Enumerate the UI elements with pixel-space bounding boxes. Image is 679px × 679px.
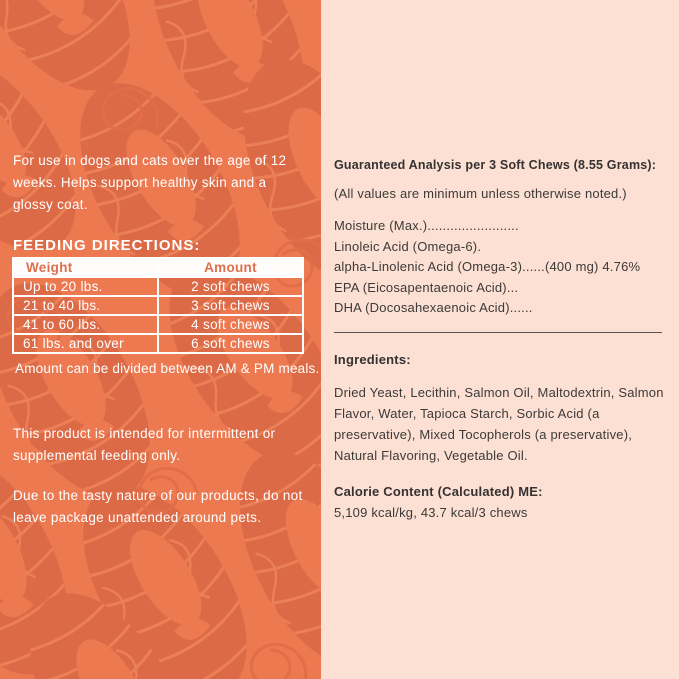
section-divider <box>334 332 662 333</box>
intro-text: For use in dogs and cats over the age of 12 weeks. Helps support healthy skin and a glossy coat. <box>13 153 287 212</box>
left-content <box>0 0 321 679</box>
ampm-note: Amount can be divided between AM & PM meals. <box>15 361 320 376</box>
table-row <box>13 315 303 334</box>
calorie-content-heading: Calorie Content (Calculated) ME: <box>334 484 543 499</box>
analysis-line-dha: DHA (Docosahexaenoic Acid)...... <box>334 300 533 315</box>
amount-cell: 2 soft chews <box>158 277 303 296</box>
amount-cell: 6 soft chews <box>158 334 303 353</box>
amount-column-header: Amount <box>158 258 303 277</box>
right-panel <box>321 0 679 679</box>
weight-cell: Up to 20 lbs. <box>13 277 158 296</box>
weight-cell: 21 to 40 lbs. <box>13 296 158 315</box>
analysis-line-alpha-linolenic: alpha-Linolenic Acid (Omega-3)......(400 mg) 4.76% <box>334 259 641 274</box>
table-header-row <box>13 258 303 277</box>
calorie-content-value: 5,109 kcal/kg, 43.7 kcal/3 chews <box>334 505 528 520</box>
table-row <box>13 296 303 315</box>
intermittent-feeding-note: This product is intended for intermittent or supplemental feeding only. <box>13 426 276 463</box>
analysis-line-moisture: Moisture (Max.)........................ <box>334 218 519 233</box>
analysis-line-linoleic: Linoleic Acid (Omega-6). <box>334 238 482 254</box>
table-row <box>13 277 303 296</box>
guaranteed-analysis-note: (All values are minimum unless otherwise noted.) <box>334 186 627 201</box>
table-row <box>13 334 303 353</box>
guaranteed-analysis-lines <box>334 216 640 319</box>
left-panel <box>0 0 321 679</box>
weight-column-header: Weight <box>13 258 158 277</box>
weight-cell: 41 to 60 lbs. <box>13 315 158 334</box>
caution-note: Due to the tasty nature of our products, do not leave package unattended around pets. <box>13 488 303 525</box>
weight-cell: 61 lbs. and over <box>13 334 158 353</box>
amount-cell: 4 soft chews <box>158 315 303 334</box>
ingredients-heading: Ingredients: <box>334 352 411 367</box>
feeding-directions-heading: FEEDING DIRECTIONS: <box>13 237 201 254</box>
amount-cell: 3 soft chews <box>158 296 303 315</box>
guaranteed-analysis-title: Guaranteed Analysis per 3 Soft Chews (8.55 Grams): <box>334 158 657 172</box>
ingredients-text: Dried Yeast, Lecithin, Salmon Oil, Maltodextrin, Salmon Flavor, Water, Tapioca Starch, Sorbic Acid (a preservative), Mixed Tocopherols (a preservative), Natural Flavoring, Vegetable Oil. <box>334 385 664 463</box>
feeding-table <box>12 257 304 354</box>
analysis-line-epa: EPA (Eicosapentaenoic Acid)... <box>334 279 519 295</box>
